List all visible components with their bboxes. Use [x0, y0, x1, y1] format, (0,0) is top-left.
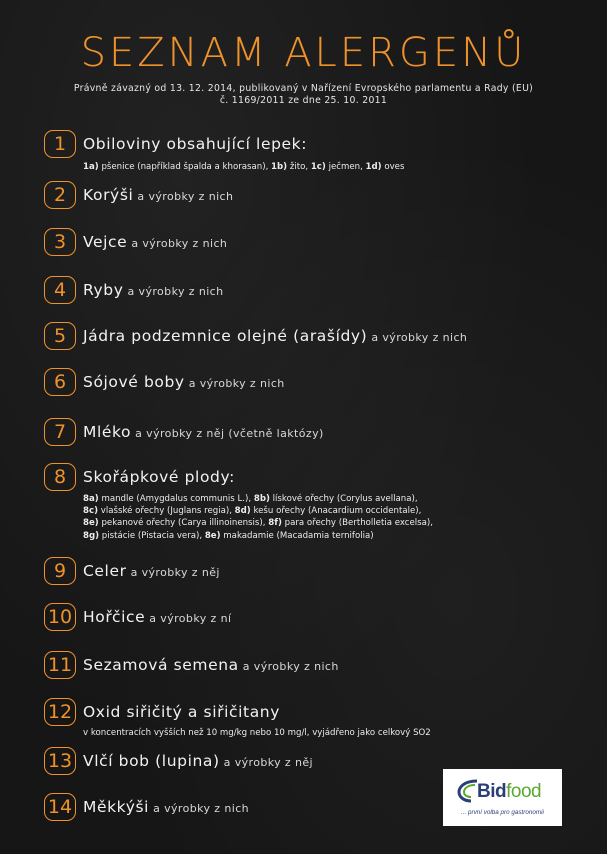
allergen-suffix: a výrobky z nich	[153, 802, 250, 815]
allergen-number-badge: 11	[44, 651, 76, 679]
allergen-name: Hořčice a výrobky z ní	[83, 608, 232, 626]
allergen-suffix: a výrobky z něj	[130, 566, 220, 579]
allergen-name: Mléko a výrobky z něj (včetně laktózy)	[83, 423, 324, 441]
allergen-number-badge: 14	[44, 793, 76, 821]
allergen-suffix: a výrobky z nich	[127, 285, 224, 298]
allergen-number-badge: 9	[44, 557, 76, 585]
allergen-suffix: a výrobky z něj	[223, 756, 313, 769]
allergen-number-badge: 13	[44, 747, 76, 775]
allergen-number-badge: 8	[44, 463, 76, 491]
logo-tagline: ... první volba pro gastronomii	[461, 809, 544, 816]
allergen-number-badge: 12	[44, 698, 76, 726]
allergen-name: Sójové boby a výrobky z nich	[83, 373, 285, 391]
allergen-name: Ryby a výrobky z nich	[83, 281, 224, 299]
allergen-detail	[83, 727, 431, 739]
allergen-detail-line: 8c) vlašské ořechy (Juglans regia), 8d) kešu ořechy (Anacardium occidentale),	[83, 506, 422, 517]
allergen-suffix: a výrobky z ní	[149, 612, 232, 625]
allergen-number-badge: 3	[44, 228, 76, 256]
allergen-suffix: a výrobky z nich	[137, 190, 234, 203]
allergen-suffix: a výrobky z nich	[131, 237, 228, 250]
allergen-suffix: a výrobky z nich	[371, 331, 468, 344]
bidfood-logo	[443, 769, 562, 826]
allergen-name: Měkkýši a výrobky z nich	[83, 798, 250, 816]
allergen-number-badge: 7	[44, 418, 76, 446]
subtitle-line-2: č. 1169/2011 ze dne 25. 10. 2011	[219, 95, 388, 106]
allergen-detail	[83, 493, 433, 542]
allergen-number-badge: 10	[44, 603, 76, 631]
allergen-suffix: a výrobky z nich	[242, 660, 339, 673]
page-title: SEZNAM ALERGENŮ	[80, 30, 527, 76]
allergen-number-badge: 2	[44, 181, 76, 209]
allergen-detail-line: 8g) pistácie (Pistacia vera), 8e) makadamie (Macadamia ternifolia)	[83, 530, 374, 541]
allergen-detail-line: 1a) pšenice (například špalda a khorasan), 1b) žito, 1c) ječmen, 1d) oves	[83, 162, 405, 172]
allergen-name: Obiloviny obsahující lepek:	[83, 135, 308, 153]
logo-arc-icon	[457, 778, 479, 804]
allergen-name: Oxid siřičitý a siřičitany	[83, 703, 280, 721]
allergen-name: Korýši a výrobky z nich	[83, 186, 234, 204]
allergen-suffix: a výrobky z nich	[188, 377, 285, 390]
allergen-suffix: a výrobky z něj (včetně laktózy)	[135, 427, 324, 440]
logo-wordmark: Bidfood	[477, 781, 542, 802]
allergen-detail-line: 8a) mandle (Amygdalus communis L.), 8b) lískové ořechy (Corylus avellana),	[83, 494, 418, 504]
allergen-name: Skořápkové plody:	[83, 468, 235, 486]
allergen-name: Celer a výrobky z něj	[83, 562, 220, 580]
allergen-name: Vejce a výrobky z nich	[83, 233, 228, 251]
allergen-name: Sezamová semena a výrobky z nich	[83, 656, 339, 674]
allergen-name: Vlčí bob (lupina) a výrobky z něj	[83, 752, 313, 770]
allergen-name: Jádra podzemnice olejné (arašídy) a výrobky z nich	[83, 327, 468, 345]
allergen-detail	[83, 161, 404, 173]
allergen-number-badge: 6	[44, 368, 76, 396]
allergen-detail-line: 8e) pekanové ořechy (Carya illinoinensis), 8f) para ořechy (Bertholletia excelsa),	[83, 518, 434, 529]
allergen-number-badge: 4	[44, 276, 76, 304]
allergen-number-badge: 1	[44, 130, 76, 158]
allergen-detail-line: v koncentracích vyšších než 10 mg/kg nebo 10 mg/l, vyjádřeno jako celkový SO2	[83, 728, 431, 738]
allergen-number-badge: 5	[44, 322, 76, 350]
subtitle-line-1: Právně závazný od 13. 12. 2014, publikovaný v Nařízení Evropského parlamentu a Rady (EU)	[73, 83, 534, 94]
